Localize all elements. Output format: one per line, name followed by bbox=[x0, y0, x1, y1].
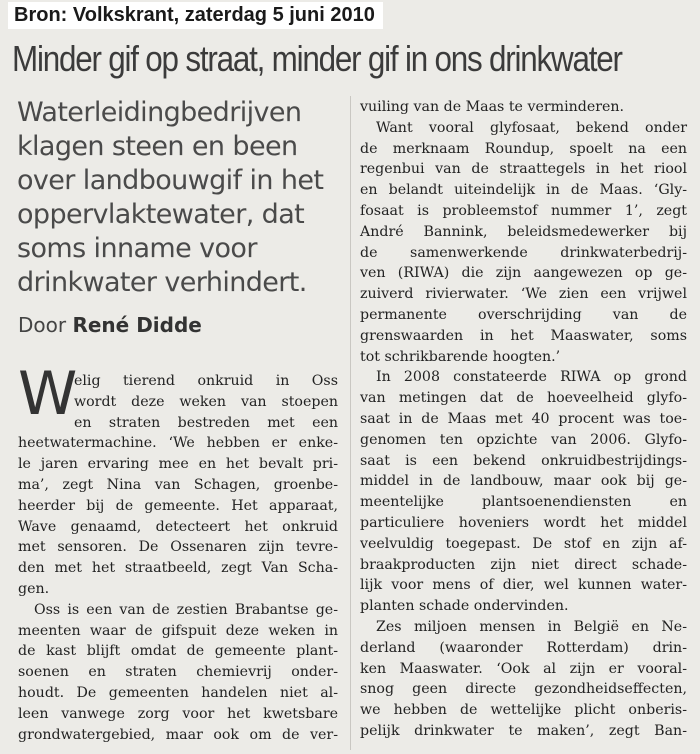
column-line: braakproducten zijn niet direct schade- bbox=[360, 556, 687, 573]
column-line: gen. bbox=[18, 580, 50, 597]
column-line: André Bannink, beleidsmedewerker bij bbox=[360, 223, 687, 240]
lead-line: soms inname voor bbox=[17, 233, 257, 264]
column-line: zuiverd rivierwater. ‘We zien een vrijwel bbox=[360, 286, 687, 303]
lead-line: oppervlaktewater, dat bbox=[17, 199, 305, 230]
column-line: de samenwerkende drinkwaterbedrij- bbox=[360, 244, 687, 261]
lead-line: over landbouwgif in het bbox=[17, 165, 324, 196]
column-line: particuliere hoveniers wordt het middel bbox=[360, 514, 687, 531]
column-line: houdt. De gemeenten handelen niet al- bbox=[18, 684, 338, 701]
column-line: we hebben de wettelijke plicht onberis- bbox=[360, 702, 687, 719]
column-line: tot schrikbarende hoogten.’ bbox=[360, 348, 561, 365]
column-line: middel in de landbouw, maar ook bij ge- bbox=[360, 473, 687, 490]
column-line: lijk voor mens of dier, wel kunnen water- bbox=[360, 577, 687, 594]
lead-paragraph bbox=[17, 96, 347, 300]
lead-line: klagen steen en been bbox=[17, 131, 298, 162]
column-line: van metingen dat de hoeveelheid glyfo- bbox=[360, 390, 687, 407]
lead-line: drinkwater verhindert. bbox=[17, 267, 307, 298]
column-line: en straten bestreden met een bbox=[74, 414, 338, 431]
column-line: met sensoren. De Ossenaren zijn tevre- bbox=[18, 539, 338, 556]
column-line: meentelijke plantsoenendiensten en bbox=[360, 494, 687, 511]
column-line: grondwatergebied, maar ook om de ver- bbox=[18, 726, 338, 743]
column-line: vuiling van de Maas te verminderen. bbox=[360, 99, 625, 115]
column-line: Wave genaamd, detecteert het onkruid bbox=[18, 518, 338, 535]
column-line: Want vooral glyfosaat, bekend onder bbox=[376, 119, 687, 136]
column-line: de merknaam Roundup, spoelt na een bbox=[360, 140, 687, 157]
column-line: genomen ten opzichte van 2006. Glyfo- bbox=[360, 431, 687, 448]
column-line: en belandt uiteindelijk in de Maas. ‘Gly- bbox=[360, 182, 687, 199]
drop-cap: W bbox=[18, 359, 78, 429]
source-label: Bron: Volkskrant, zaterdag 5 juni 2010 bbox=[8, 2, 383, 29]
column-divider bbox=[350, 96, 351, 750]
column-line: saat is een bekend onkruidbestrijdings- bbox=[360, 452, 687, 469]
column-line: grenswaarden in het Maaswater, soms bbox=[360, 327, 687, 344]
column-line: regenbui van de straattegels in het riool bbox=[360, 161, 687, 178]
column-line: veelvuldig toegepast. De stof en zijn af- bbox=[360, 535, 687, 552]
column-line: In 2008 constateerde RIWA op grond bbox=[376, 369, 687, 386]
left-column bbox=[18, 371, 338, 745]
column-line: derland (waaronder Rotterdam) drin- bbox=[360, 639, 687, 656]
column-line: pelijk drinkwater te maken’, zegt Ban- bbox=[360, 722, 687, 739]
headline: Minder gif op straat, minder gif in ons drinkwater bbox=[12, 38, 622, 79]
column-line: heerder bij de gemeente. Het apparaat, bbox=[18, 497, 338, 514]
column-line: saat in de Maas met 40 procent was toe- bbox=[360, 410, 687, 427]
column-line: snog geen directe gezondheidseffecten, bbox=[360, 681, 687, 698]
byline-prefix: Door bbox=[18, 313, 67, 337]
column-line: permanente overschrijding van de bbox=[360, 306, 687, 323]
column-line: elig tierend onkruid in Oss bbox=[74, 373, 338, 389]
column-line: leen vanwege zorg voor het kwetsbare bbox=[18, 705, 338, 722]
column-line: fosaat is probleemstof nummer 1’, zegt bbox=[360, 202, 687, 219]
column-line: le jaren ervaring mee en het bevalt pri- bbox=[18, 456, 338, 473]
column-line: meenten waar de gifspuit deze weken in bbox=[18, 622, 338, 639]
column-line: den met het straatbeeld, zegt Van Scha- bbox=[18, 560, 338, 577]
column-line: soenen en straten chemievrij onder- bbox=[18, 664, 338, 681]
column-line: Oss is een van de zestien Brabantse ge- bbox=[34, 601, 338, 618]
lead-line: Waterleidingbedrijven bbox=[17, 97, 302, 128]
column-line: heetwatermachine. ‘We hebben er enke- bbox=[18, 435, 338, 452]
column-line: de kast blijft omdat de gemeente plant- bbox=[18, 643, 338, 660]
column-line: wordt deze weken van stoepen bbox=[74, 393, 338, 410]
column-line: planten schade ondervinden. bbox=[360, 598, 569, 615]
byline bbox=[18, 313, 202, 337]
column-line: ven (RIWA) die zijn aangewezen op ge- bbox=[360, 265, 687, 282]
right-column bbox=[360, 97, 687, 742]
column-line: ken Maaswater. ‘Ook al zijn er vooral- bbox=[360, 660, 687, 677]
column-line: ma’, zegt Nina van Schagen, groenbe- bbox=[18, 476, 338, 493]
byline-author: René Didde bbox=[72, 313, 202, 337]
column-line: Zes miljoen mensen in België en Ne- bbox=[376, 618, 687, 635]
